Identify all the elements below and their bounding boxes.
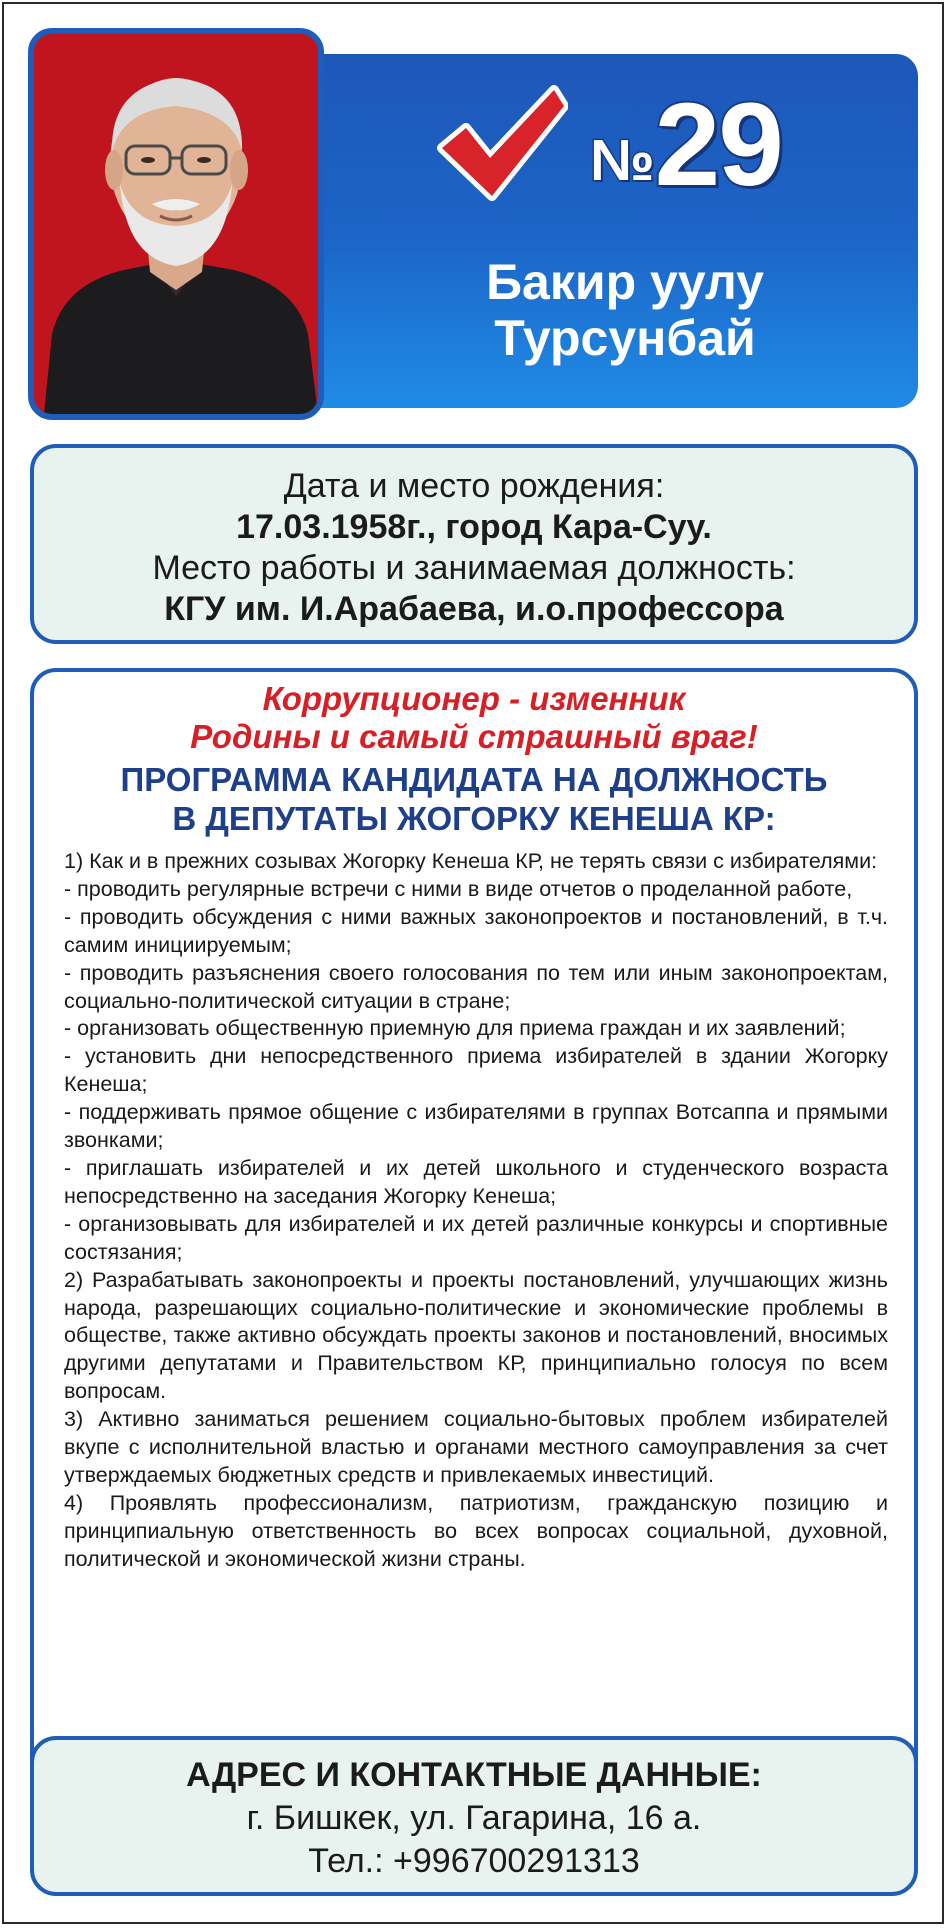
ballot-number-sign: № [590, 128, 655, 193]
program-item: - проводить обсуждения с ними важных законопроектов и постановлений, в т.ч. самим инициируемым; [64, 904, 888, 957]
birth-label: Дата и место рождения: [283, 467, 665, 505]
ballot-number-value: 29 [654, 79, 782, 211]
program-item: 3) Активно заниматься решением социально-бытовых проблем избирателей вкупе с исполнительной властью и органами местного самоуправления за счет утверждаемых бюджетных средств и привлекаемых инвестиций. [64, 1407, 888, 1487]
program-item: 4) Проявлять профессионализм, патриотизм, гражданскую позицию и принципиальную ответственность во всех вопросах социальной, духовной, политической и экономической жизни страны. [64, 1490, 888, 1571]
program-item: 1) Как и в прежних созывах Жогорку Кенеша КР, не терять связи с избирателями: [64, 849, 878, 873]
birth-value: 17.03.1958г., город Кара-Суу. [236, 508, 712, 546]
candidate-photo [28, 28, 324, 420]
program-item: - поддерживать прямое общение с избирателями в группах Вотсаппа и прямыми звонками; [64, 1100, 888, 1153]
slogan [34, 680, 914, 756]
program-item: - приглашать избирателей и их детей школьного и студенческого возраста непосредственно на заседания Жогорку Кенеша; [64, 1155, 888, 1208]
program-item: - проводить регулярные встречи с ними в виде отчетов о проделанной работе, [64, 876, 853, 901]
contact-phone: Тел.: +996700291313 [308, 1842, 640, 1880]
ballot-number [590, 79, 890, 211]
slogan-line2: Родины и самый страшный враг! [190, 718, 758, 755]
candidate-name [430, 254, 820, 366]
program-item: - установить дни непосредственного приема избирателей в здании Жогорку Кенеша; [64, 1044, 888, 1097]
program-item: - проводить разъяснения своего голосования по тем или иным законопроектам, социально-политической ситуации в стране; [64, 960, 888, 1013]
work-value: КГУ им. И.Арабаева, и.о.профессора [164, 590, 784, 628]
contact-title: АДРЕС И КОНТАКТНЫЕ ДАННЫЕ: [186, 1756, 762, 1794]
program-title [34, 760, 914, 838]
contact-box [30, 1736, 918, 1896]
program-title-line2: В ДЕПУТАТЫ ЖОГОРКУ КЕНЕША КР: [172, 800, 776, 837]
program-item: - организовать общественную приемную для приема граждан и их заявлений; [64, 1016, 846, 1041]
program-title-line1: ПРОГРАММА КАНДИДАТА НА ДОЛЖНОСТЬ [120, 761, 828, 798]
candidate-name-line2: Турсунбай [494, 310, 756, 366]
checkmark-icon [436, 84, 568, 204]
program-item: 2) Разрабатывать законопроекты и проекты постановлений, улучшающих жизнь народа, разрешающих социально-политические и экономические проблемы в обществе, также активно обсуждать проекты законов и постановлений, вносимых другими депутатами и Правительством КР, принципиально голосуя по всем вопросам. [64, 1267, 888, 1404]
program-body [64, 848, 888, 1574]
biography-box [30, 444, 918, 644]
contact-address: г. Бишкек, ул. Гагарина, 16 а. [246, 1799, 702, 1837]
slogan-line1: Коррупционер - изменник [262, 680, 686, 717]
program-box [30, 668, 918, 1848]
candidate-name-line1: Бакир уулу [486, 254, 764, 310]
program-item: - организовывать для избирателей и их детей различные конкурсы и спортивные состязания; [64, 1211, 888, 1264]
work-label: Место работы и занимаемая должность: [152, 549, 796, 587]
